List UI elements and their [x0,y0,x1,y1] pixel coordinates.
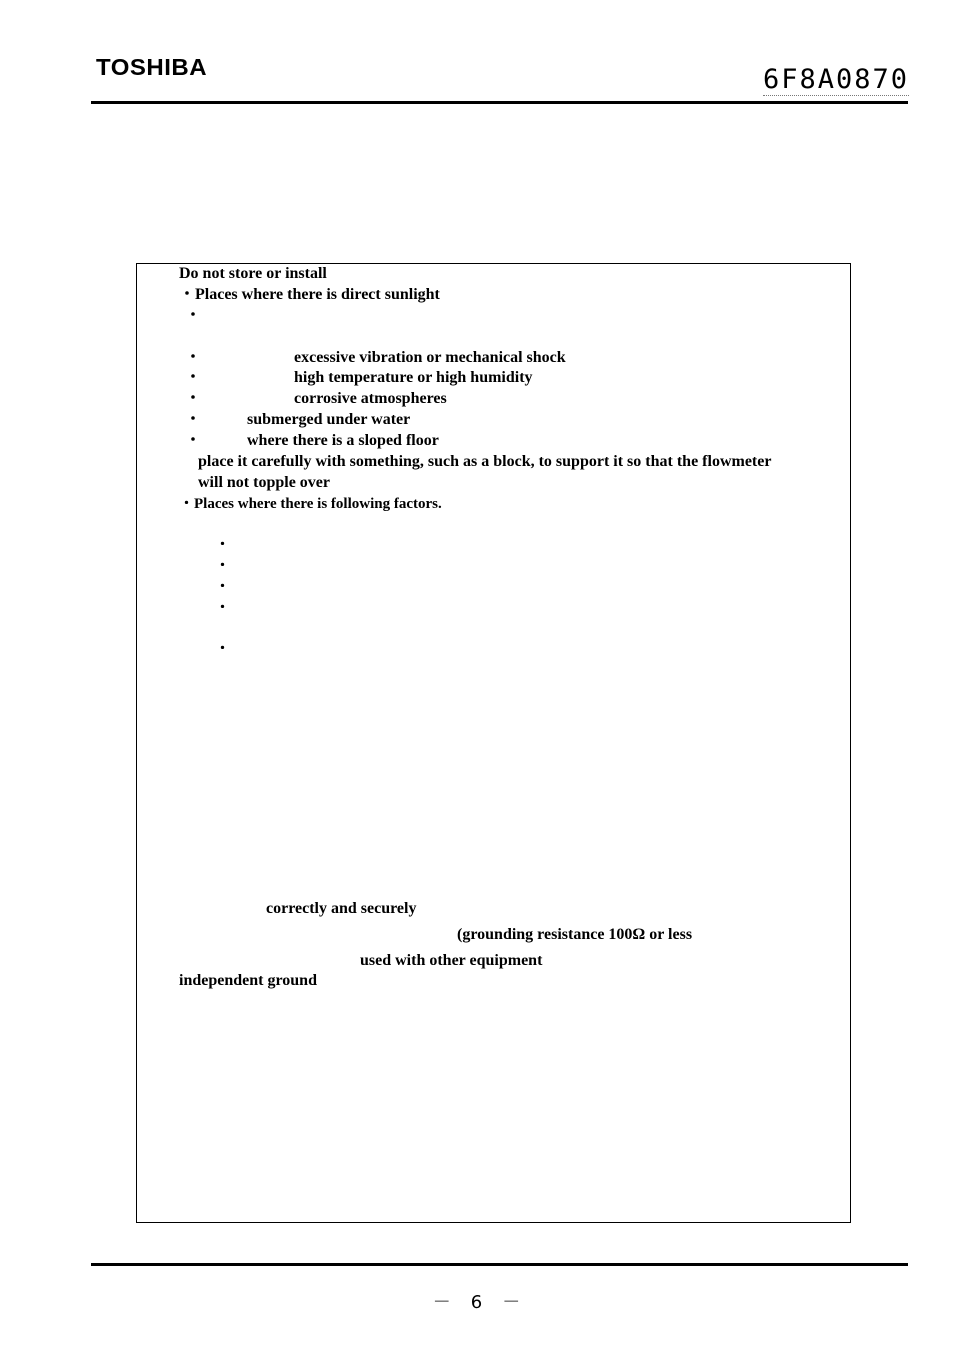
item-temperature: high temperature or high humidity [294,369,533,386]
factor-bullet-1: ・ [215,537,231,553]
item-vibration: excessive vibration or mechanical shock [294,349,566,366]
factor-bullet-5: ・ [215,641,231,657]
bullet-2: ・ [185,307,202,324]
toshiba-logo: TOSHIBA [96,55,208,81]
grounding-correct: correctly and securely [266,900,417,917]
document-number: 6F8A0870 [762,64,909,95]
warning-box [136,263,851,1223]
factor-bullet-4: ・ [215,600,231,616]
factor-bullet-2: ・ [215,558,231,574]
page-number: － 6 － [432,1292,522,1313]
factor-bullet-3: ・ [215,579,231,595]
bullet-7: ・ [185,432,202,449]
grounding-resistance: (grounding resistance 100Ω or less [457,926,693,943]
grounding-used-with: used with other equipment [360,952,543,969]
box-heading: Do not store or install [179,265,327,282]
item-sunlight: ・Places where there is direct sunlight [179,286,440,303]
item-submerged: submerged under water [247,411,411,428]
grounding-independent: independent ground [179,972,317,989]
place-line-1: place it carefully with something, such as a block, to support it so that the flowmeter [198,453,772,470]
item-sloped: where there is a sloped floor [247,432,439,449]
bullet-3: ・ [185,349,202,366]
item-corrosive: corrosive atmospheres [294,390,447,407]
item-factors: ・Places where there is following factors. [179,496,442,512]
header-rule [91,101,908,104]
bullet-5: ・ [185,390,202,407]
place-line-2: will not topple over [198,474,330,491]
bullet-4: ・ [185,369,202,386]
footer-rule [91,1263,908,1266]
bullet-6: ・ [185,411,202,428]
